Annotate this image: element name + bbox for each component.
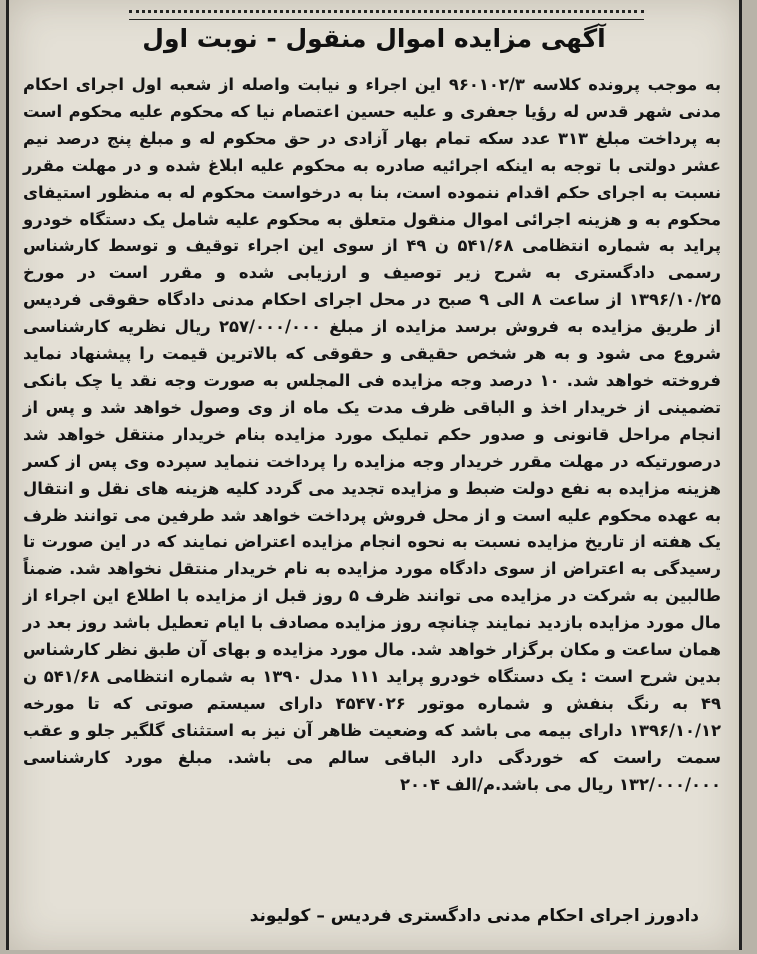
notice-title: آگهی مزایده اموال منقول - نوبت اول	[142, 24, 606, 53]
notice-signature: دادورز اجرای احکام مدنی دادگستری فردیس – کولیوند	[249, 906, 699, 926]
newspaper-clipping	[6, 0, 742, 950]
decorative-top-rule	[129, 10, 644, 20]
notice-body: به موجب پرونده کلاسه ۹۶۰۱۰۲/۳ این اجراء و نیابت واصله از شعبه اول اجرای احکام مدنی شهر قدس له رؤیا جعفری و علیه حسین اعتصام نیا که محکوم علیه محکوم است به پرداخت مبلغ ۳۱۳ عدد سکه تمام بهار آزادی در حق محکوم له و مبلغ پنج درصد نیم عشر دولتی با توجه به اینکه اجرائیه صادره به محکوم علیه ابلاغ شده و در مهلت مقرر نسبت به اجرای حکم اقدام ننموده است، بنا به درخواست محکوم له به منظور استیفای محکوم به و هزینه اجرائی اموال منقول متعلق به محکوم علیه شامل یک دستگاه خودرو پراید به شماره انتظامی ۵۴۱/۶۸ ن ۴۹ از سوی این اجراء توقیف و توسط کارشناس رسمی دادگستری به شرح زیر توصیف و ارزیابی شده و مقرر است در مورخ ۱۳۹۶/۱۰/۲۵ از ساعت ۸ الی ۹ صبح در محل اجرای احکام مدنی دادگاه حقوقی فردیس از طریق مزایده به فروش برسد مزایده از مبلغ ۲۵۷/۰۰۰/۰۰۰ ریال نظریه کارشناسی شروع می شود و به هر شخص حقیقی و حقوقی که بالاترین قیمت را پیشنهاد نماید فروخته خواهد شد. ۱۰ درصد وجه مزایده فی المجلس به صورت وجه نقد یا چک بانکی تضمینی از خریدار اخذ و الباقی ظرف مدت یک ماه از وی وصول خواهد شد و پس از انجام مراحل قانونی و صدور حکم تملیک مورد مزایده بنام خریدار منتقل خواهد شد درصورتیکه در مهلت مقرر خریدار وجه مزایده را پرداخت ننماید سپرده وی پس از کسر هزینه مزایده به نفع دولت ضبط و مزایده تجدید می گردد کلیه هزینه های نقل و انتقال به عهده محکوم علیه است و از محل فروش پرداخت خواهد شد طرفین می توانند ظرف یک هفته از تاریخ مزایده نسبت به نحوه انجام مزایده اعتراض نمایند که در این صورت تا رسیدگی به اعتراض از سوی دادگاه مورد مزایده به نام خریدار منتقل نخواهد شد. ضمناً طالبین به شرکت در مزایده می توانند ظرف ۵ روز قبل از مزایده با اطلاع این اجراء از مال مورد مزایده بازدید نمایند چنانچه روز مزایده مصادف با ایام تعطیل باشد روز بعد در همان ساعت و مکان برگزار خواهد شد. مال مورد مزایده و بهای آن طبق نظر کارشناس بدین شرح است : یک دستگاه خودرو پراید ۱۱۱ مدل ۱۳۹۰ به شماره انتظامی ۵۴۱/۶۸ ن ۴۹ به رنگ بنفش و شماره موتور ۴۵۴۷۰۲۶ دارای سیستم صوتی که تا مورخه ۱۳۹۶/۱۰/۱۲ دارای بیمه می باشد که وضعیت ظاهر آن نیز به استثنای گلگیر جلو و عقب سمت راست که خوردگی دارد الباقی سالم می باشد. مبلغ مورد کارشناسی ۱۳۲/۰۰۰/۰۰۰ ریال می باشد.م/الف ۲۰۰۴	[23, 75, 722, 794]
